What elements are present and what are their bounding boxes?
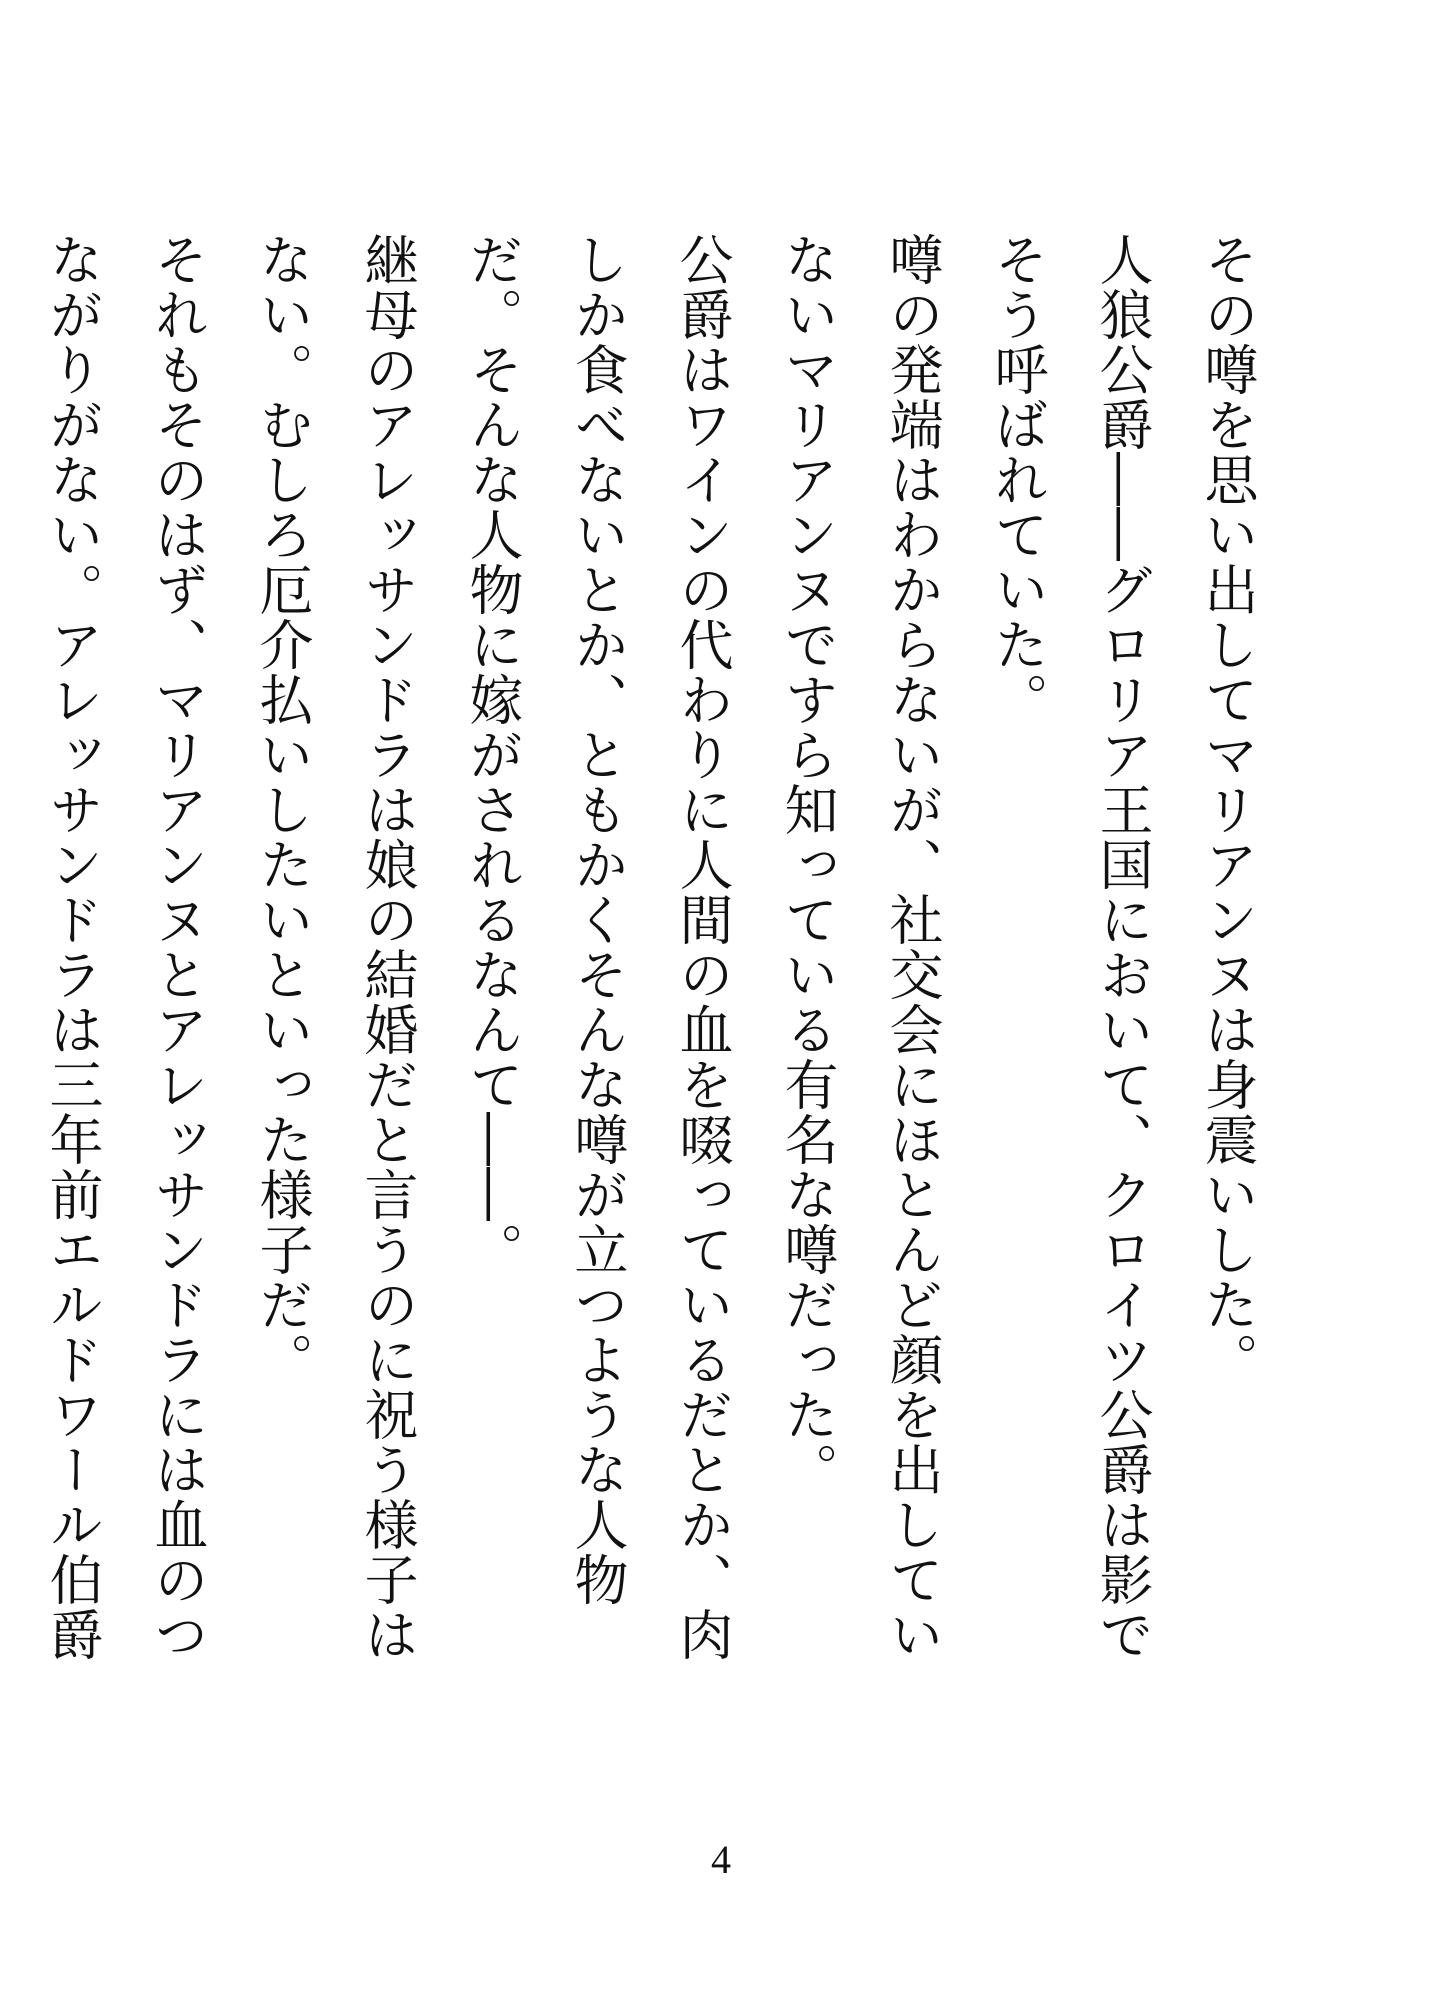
paragraph: それもそのはず、マリアンヌとアレッサンドラには血のつながりがない。アレッサンドラは三年前エルドワール伯爵 bbox=[41, 232, 209, 1662]
vertical-text-body bbox=[41, 232, 1280, 1702]
paragraph: 公爵はワインの代わりに人間の血を啜っているだとか、肉しか食べないとか、ともかくそんな噂が立つような人物だ。そんな人物に嫁がされるなんて――。 bbox=[461, 232, 734, 1662]
page-number: 4 bbox=[711, 1837, 731, 1882]
paragraph: その噂を思い出してマリアンヌは身震いした。 bbox=[1196, 232, 1259, 1387]
paragraph: 噂の発端はわからないが、社交会にほとんど顔を出していないマリアンヌですら知っている有名な噂だった。 bbox=[776, 232, 944, 1662]
paragraph: 人狼公爵――グロリア王国において、クロイツ公爵は影でそう呼ばれていた。 bbox=[986, 232, 1154, 1662]
paragraph: 継母のアレッサンドラは娘の結婚だと言うのに祝う様子はない。むしろ厄介払いしたいといった様子だ。 bbox=[251, 232, 419, 1662]
